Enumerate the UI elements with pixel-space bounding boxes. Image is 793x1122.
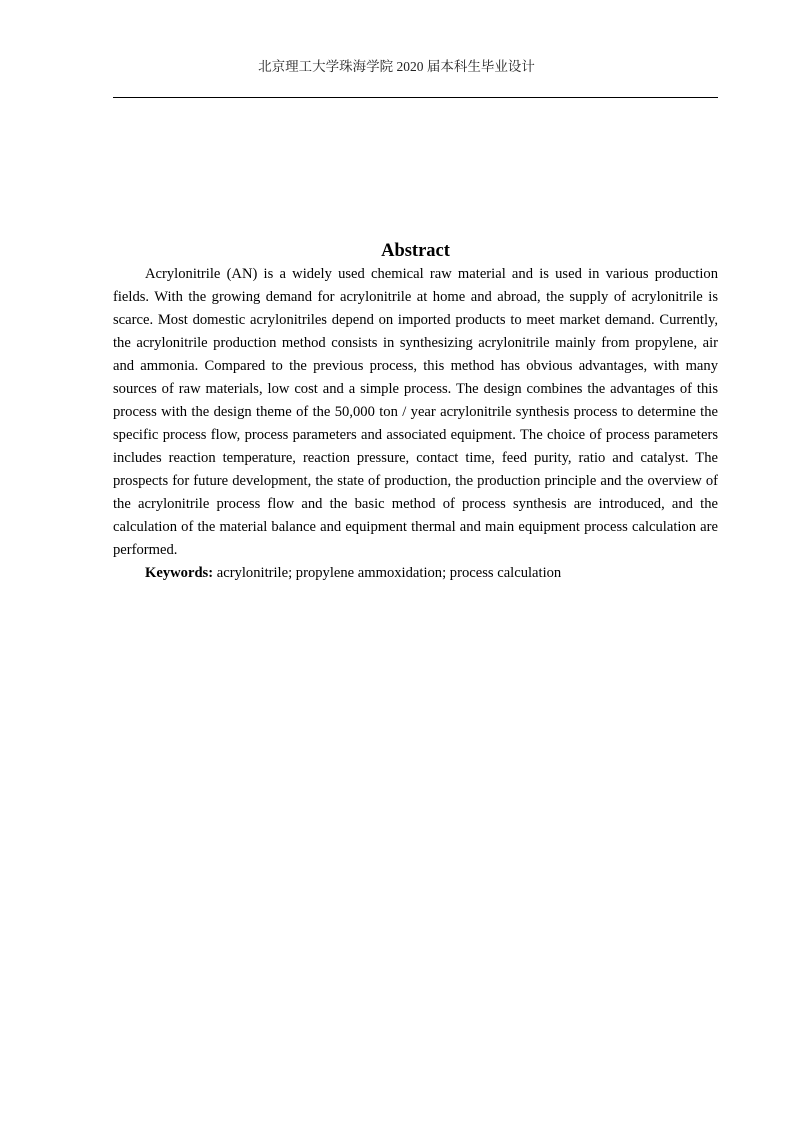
header-divider	[113, 97, 718, 98]
abstract-title: Abstract	[381, 241, 450, 261]
keywords-label: Keywords:	[145, 565, 214, 581]
keywords-line	[113, 562, 718, 585]
keywords-text: acrylonitrile; propylene ammoxidation; process calculation	[216, 565, 562, 581]
abstract-section	[113, 240, 718, 585]
running-header: 北京理工大学珠海学院 2020 届本科生毕业设计	[258, 59, 535, 74]
abstract-body: Acrylonitrile (AN) is a widely used chemical raw material and is used in various production fields. With the growing demand for acrylonitrile at home and abroad, the supply of acrylonitrile is scarce. Most domestic acrylonitriles depend on imported products to meet market demand. Currently, the acrylonitrile production method consists in synthesizing acrylonitrile mainly from propylene, air and ammonia. Compared to the previous process, this method has obvious advantages, with many sources of raw materials, low cost and a simple process. The design combines the advantages of this process with the design theme of the 50,000 ton / year acrylonitrile synthesis process to determine the specific process flow, process parameters and associated equipment. The choice of process parameters includes reaction temperature, reaction pressure, contact time, feed purity, ratio and catalyst. The prospects for future development, the state of production, the production principle and the overview of the acrylonitrile process flow and the basic method of process synthesis are introduced, and the calculation of the material balance and equipment thermal and main equipment process calculation are performed.	[113, 266, 718, 558]
